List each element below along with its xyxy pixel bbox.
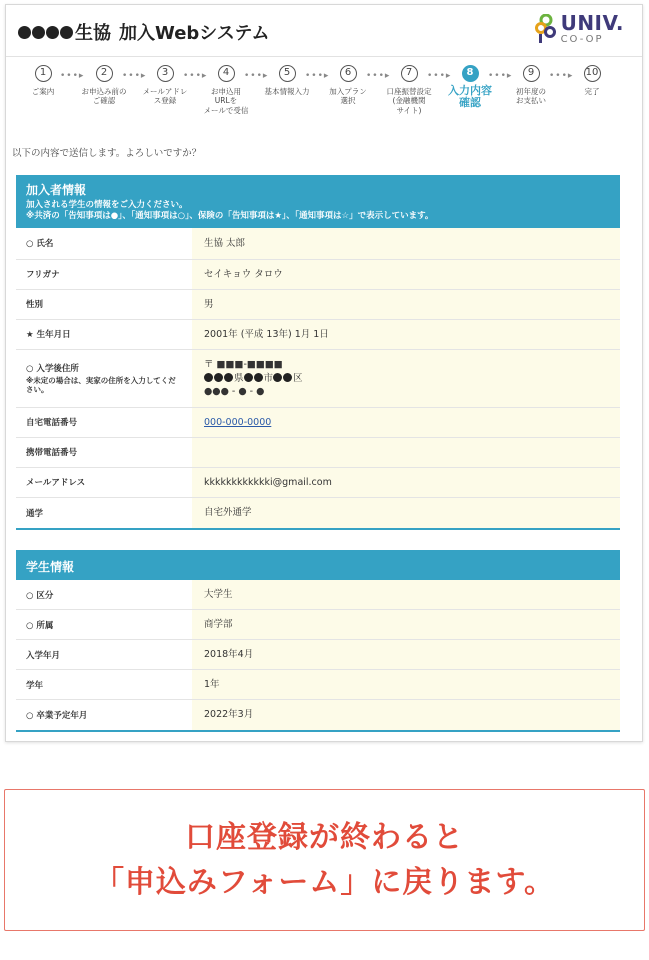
row-furigana: フリガナ セイキョウ タロウ	[16, 260, 620, 290]
step-separator: •••▸	[122, 71, 147, 81]
header-bar	[6, 5, 642, 57]
step-3: 3 メールアドレ ス登録	[138, 65, 192, 106]
step-label: 初年度の お支払い	[516, 87, 546, 106]
row-graduation: ○ 卒業予定年月 2022年3月	[16, 700, 620, 730]
notice-line-1: 口座登録が終わると	[185, 820, 464, 855]
step-separator: •••▸	[244, 71, 269, 81]
address-line-3: ●●● - ● - ●	[204, 386, 265, 398]
confirm-message: 以下の内容で送信します。よろしいですか？	[12, 148, 202, 159]
row-gender: 性別 男	[16, 290, 620, 320]
section-title: 加入者情報	[26, 183, 87, 197]
step-6: 6 加入プラン 選択	[321, 65, 375, 106]
step-label: 基本情報入力	[264, 87, 310, 96]
notice-box	[4, 789, 645, 931]
logo-coop-text: CO-OP	[560, 34, 604, 45]
row-category: ○ 区分 大学生	[16, 580, 620, 610]
member-info-section	[16, 175, 620, 530]
step-7: 7 口座振替設定 (金融機関 サイト)	[382, 65, 436, 115]
system-title: 加入Webシステム	[119, 23, 270, 44]
step-5: 5 基本情報入力	[260, 65, 314, 96]
step-label: 口座振替設定 (金融機関 サイト)	[386, 87, 432, 115]
row-enrollment: 入学年月 2018年4月	[16, 640, 620, 670]
row-grade: 学年 1年	[16, 670, 620, 700]
student-info-header	[16, 550, 620, 580]
site-title	[18, 19, 270, 45]
step-label: お申込み前の ご確認	[81, 87, 127, 106]
row-address	[16, 350, 620, 408]
step-separator: •••▸	[305, 71, 330, 81]
section-description: 加入される学生の情報をご入力ください。	[26, 200, 188, 210]
step-separator: •••▸	[183, 71, 208, 81]
home-phone-link[interactable]: 000-000-0000	[204, 416, 272, 428]
step-10: 10 完了	[565, 65, 619, 96]
step-label: ご案内	[31, 87, 55, 96]
address-label: ○ 入学後住所	[26, 363, 79, 374]
step-separator: •••▸	[427, 71, 452, 81]
step-4: 4 お申込用 URLを メールで受信	[199, 65, 253, 115]
univ-coop-logo	[535, 13, 624, 45]
progress-steps	[24, 65, 624, 135]
row-email: メールアドレス kkkkkkkkkkkki@gmail.com	[16, 468, 620, 498]
step-label: メールアドレ ス登録	[142, 87, 188, 106]
row-birthdate: ★ 生年月日 2001年 (平成 13年) 1月 1日	[16, 320, 620, 350]
row-home-phone: 自宅電話番号 000-000-0000	[16, 408, 620, 438]
row-name: ○ 氏名 生協 太郎	[16, 228, 620, 260]
member-info-header	[16, 175, 620, 228]
redacted-coop-name	[18, 26, 74, 39]
step-label: 加入プラン 選択	[329, 87, 367, 106]
coop-logo-icon	[535, 14, 557, 44]
notice-line-2: 「申込みフォーム」に戻ります。	[93, 865, 556, 900]
step-separator: •••▸	[488, 71, 513, 81]
step-label-current: 入力内容 確認	[448, 84, 492, 110]
logo-univ-text: UNIV.	[560, 11, 624, 35]
coop-suffix: 生協	[75, 23, 111, 44]
step-label: 完了	[584, 87, 600, 96]
section-title: 学生情報	[26, 560, 75, 574]
address-note: ※未定の場合は、実家の住所を入力してください。	[26, 375, 176, 395]
step-separator: •••▸	[366, 71, 391, 81]
step-8-current: 8 入力内容 確認	[443, 65, 497, 109]
step-2: 2 お申込み前の ご確認	[77, 65, 131, 106]
step-1: 1 ご案内	[16, 65, 70, 96]
address-postal: 〒 ■■■-■■■■	[204, 358, 283, 370]
section-legend-note: ※共済の「告知事項は●」、「通知事項は○」、保険の「告知事項は★」、「通知事項は☆」で表示しています。	[26, 211, 434, 222]
row-faculty: ○ 所属 商学部	[16, 610, 620, 640]
row-commute: 通学 自宅外通学	[16, 498, 620, 528]
row-mobile-phone: 携帯電話番号	[16, 438, 620, 468]
step-separator: •••▸	[549, 71, 574, 81]
step-9: 9 初年度の お支払い	[504, 65, 558, 106]
browser-frame	[5, 4, 643, 742]
student-info-section	[16, 550, 620, 732]
step-label: お申込用 URLを メールで受信	[203, 87, 249, 115]
address-line-2: 県 市 区	[204, 372, 608, 386]
step-separator: •••▸	[60, 71, 85, 81]
